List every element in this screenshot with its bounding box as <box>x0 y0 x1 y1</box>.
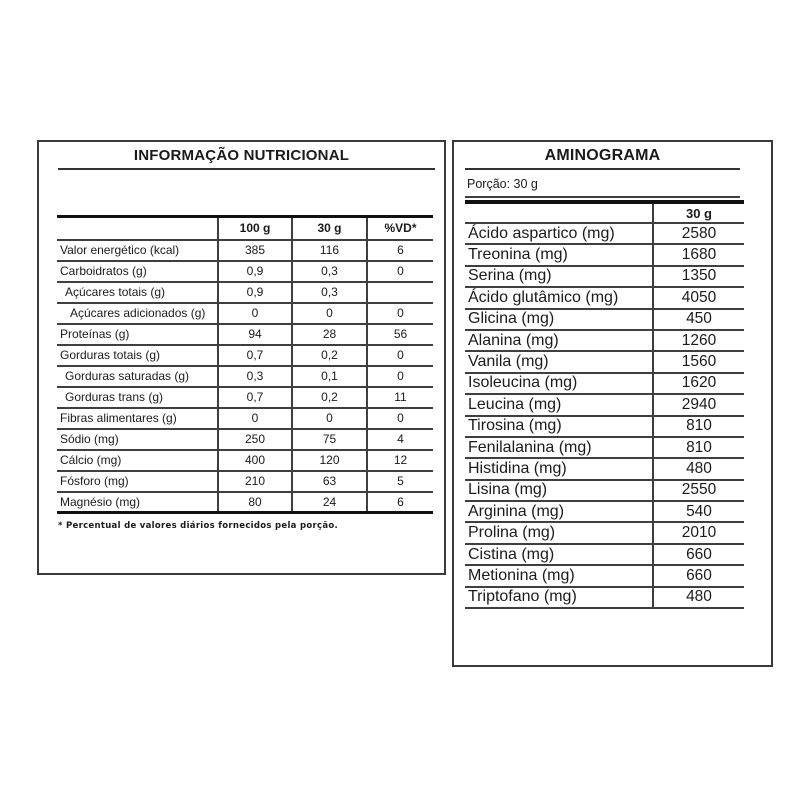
nutrient-label: Gorduras saturadas (g) <box>57 366 218 387</box>
nutrition-table-row <box>57 408 433 429</box>
value-per-30g: 0 <box>292 303 367 324</box>
nutrition-header-row <box>57 217 433 240</box>
amino-acid-value: 810 <box>653 416 744 437</box>
nutrition-title-underline <box>58 168 435 170</box>
aminogram-table-row <box>465 373 744 394</box>
nutrient-label: Proteínas (g) <box>57 324 218 345</box>
amino-column-header-30g: 30 g <box>653 202 744 223</box>
aminogram-table-row <box>465 244 744 265</box>
value-per-30g: 0,2 <box>292 345 367 366</box>
aminogram-table-row <box>465 416 744 437</box>
value-pct-dv: 4 <box>367 429 433 450</box>
nutrient-label: Açúcares totais (g) <box>57 282 218 303</box>
aminogram-table-row <box>465 351 744 372</box>
nutrition-table-row <box>57 492 433 513</box>
value-per-30g: 120 <box>292 450 367 471</box>
nutrient-label: Gorduras trans (g) <box>57 387 218 408</box>
value-per-100g: 0,7 <box>218 387 292 408</box>
nutrition-panel-title: INFORMAÇÃO NUTRICIONAL <box>133 147 350 164</box>
value-per-100g: 94 <box>218 324 292 345</box>
amino-acid-label: Histidina (mg) <box>465 458 653 479</box>
aminogram-table-row <box>465 587 744 608</box>
daily-value-footnote: * Percentual de valores diários fornecidos pela porção. <box>58 521 339 531</box>
amino-acid-value: 1680 <box>653 244 744 265</box>
value-pct-dv: 56 <box>367 324 433 345</box>
value-per-30g: 28 <box>292 324 367 345</box>
value-per-100g: 250 <box>218 429 292 450</box>
amino-acid-value: 480 <box>653 587 744 608</box>
value-per-100g: 0,9 <box>218 282 292 303</box>
aminogram-table-row <box>465 266 744 287</box>
amino-acid-value: 540 <box>653 501 744 522</box>
value-per-30g: 116 <box>292 240 367 261</box>
nutrition-table-row <box>57 450 433 471</box>
value-pct-dv: 0 <box>367 408 433 429</box>
amino-acid-value: 660 <box>653 544 744 565</box>
aminogram-table-row <box>465 458 744 479</box>
amino-acid-value: 660 <box>653 565 744 586</box>
amino-acid-value: 2550 <box>653 480 744 501</box>
nutrient-label: Cálcio (mg) <box>57 450 218 471</box>
aminogram-table-row <box>465 287 744 308</box>
value-per-30g: 0,3 <box>292 282 367 303</box>
aminogram-table-row <box>465 223 744 244</box>
nutrient-label: Fósforo (mg) <box>57 471 218 492</box>
amino-acid-label: Vanila (mg) <box>465 351 653 372</box>
aminogram-panel <box>452 140 773 667</box>
value-per-100g: 0,9 <box>218 261 292 282</box>
value-per-30g: 63 <box>292 471 367 492</box>
nutrition-table-row <box>57 471 433 492</box>
nutrition-table-row <box>57 387 433 408</box>
nutrient-label: Magnésio (mg) <box>57 492 218 513</box>
amino-acid-label: Arginina (mg) <box>465 501 653 522</box>
nutrition-table-row <box>57 345 433 366</box>
amino-acid-value: 1260 <box>653 330 744 351</box>
value-per-30g: 0,1 <box>292 366 367 387</box>
aminogram-table <box>465 200 744 609</box>
value-per-100g: 385 <box>218 240 292 261</box>
value-per-100g: 0,7 <box>218 345 292 366</box>
value-per-30g: 0,2 <box>292 387 367 408</box>
amino-column-header-empty <box>465 202 653 223</box>
amino-acid-value: 1620 <box>653 373 744 394</box>
aminogram-table-row <box>465 565 744 586</box>
amino-acid-label: Treonina (mg) <box>465 244 653 265</box>
aminogram-table-row <box>465 480 744 501</box>
value-pct-dv: 0 <box>367 345 433 366</box>
nutrient-column-header-empty <box>57 217 218 240</box>
nutrition-table-row <box>57 261 433 282</box>
aminogram-table-row <box>465 522 744 543</box>
nutrition-table-row <box>57 366 433 387</box>
portion-label: Porção: 30 g <box>467 177 538 191</box>
amino-acid-label: Prolina (mg) <box>465 522 653 543</box>
value-pct-dv: 6 <box>367 240 433 261</box>
amino-acid-label: Triptofano (mg) <box>465 587 653 608</box>
value-pct-dv: 0 <box>367 303 433 324</box>
amino-acid-label: Ácido glutâmico (mg) <box>465 287 653 308</box>
amino-acid-label: Serina (mg) <box>465 266 653 287</box>
aminogram-table-row <box>465 437 744 458</box>
amino-acid-label: Fenilalanina (mg) <box>465 437 653 458</box>
aminogram-table-row <box>465 544 744 565</box>
nutrient-label: Gorduras totais (g) <box>57 345 218 366</box>
amino-acid-label: Leucina (mg) <box>465 394 653 415</box>
nutrient-label: Valor energético (kcal) <box>57 240 218 261</box>
value-per-100g: 80 <box>218 492 292 513</box>
nutrition-table-row <box>57 240 433 261</box>
value-per-100g: 0 <box>218 303 292 324</box>
column-header-100g: 100 g <box>218 217 292 240</box>
nutrition-table-row <box>57 324 433 345</box>
value-per-100g: 400 <box>218 450 292 471</box>
aminogram-header-row <box>465 202 744 223</box>
aminogram-table-row <box>465 330 744 351</box>
amino-acid-value: 2580 <box>653 223 744 244</box>
amino-acid-label: Cistina (mg) <box>465 544 653 565</box>
amino-acid-label: Ácido aspartico (mg) <box>465 223 653 244</box>
amino-acid-label: Metionina (mg) <box>465 565 653 586</box>
nutrition-table-row <box>57 282 433 303</box>
value-per-30g: 0 <box>292 408 367 429</box>
column-header-30g: 30 g <box>292 217 367 240</box>
value-pct-dv: 0 <box>367 366 433 387</box>
amino-acid-value: 450 <box>653 309 744 330</box>
value-pct-dv: 0 <box>367 261 433 282</box>
nutrition-table-row <box>57 429 433 450</box>
nutrient-label: Sódio (mg) <box>57 429 218 450</box>
value-per-30g: 75 <box>292 429 367 450</box>
nutrient-label: Fibras alimentares (g) <box>57 408 218 429</box>
value-pct-dv: 12 <box>367 450 433 471</box>
amino-acid-value: 4050 <box>653 287 744 308</box>
amino-acid-label: Tirosina (mg) <box>465 416 653 437</box>
nutrition-facts-panel <box>37 140 446 575</box>
value-pct-dv: 6 <box>367 492 433 513</box>
nutrition-table <box>57 215 433 514</box>
value-pct-dv: 5 <box>367 471 433 492</box>
value-per-30g: 0,3 <box>292 261 367 282</box>
amino-acid-value: 2940 <box>653 394 744 415</box>
nutrient-label: Açúcares adicionados (g) <box>57 303 218 324</box>
aminogram-panel-title: AMINOGRAMA <box>544 147 661 164</box>
aminogram-table-row <box>465 309 744 330</box>
amino-acid-label: Glicina (mg) <box>465 309 653 330</box>
value-per-30g: 24 <box>292 492 367 513</box>
value-per-100g: 0 <box>218 408 292 429</box>
nutrition-table-row <box>57 303 433 324</box>
amino-acid-label: Lisina (mg) <box>465 480 653 501</box>
value-pct-dv <box>367 282 433 303</box>
amino-acid-value: 480 <box>653 458 744 479</box>
aminogram-title-underline <box>465 168 740 170</box>
amino-acid-value: 1560 <box>653 351 744 372</box>
amino-acid-value: 1350 <box>653 266 744 287</box>
column-header-pct-dv: %VD* <box>367 217 433 240</box>
amino-acid-label: Isoleucina (mg) <box>465 373 653 394</box>
aminogram-table-row <box>465 501 744 522</box>
value-per-100g: 0,3 <box>218 366 292 387</box>
aminogram-table-row <box>465 394 744 415</box>
value-pct-dv: 11 <box>367 387 433 408</box>
amino-acid-value: 2010 <box>653 522 744 543</box>
portion-underline <box>465 196 740 198</box>
amino-acid-label: Alanina (mg) <box>465 330 653 351</box>
amino-acid-value: 810 <box>653 437 744 458</box>
nutrient-label: Carboidratos (g) <box>57 261 218 282</box>
value-per-100g: 210 <box>218 471 292 492</box>
